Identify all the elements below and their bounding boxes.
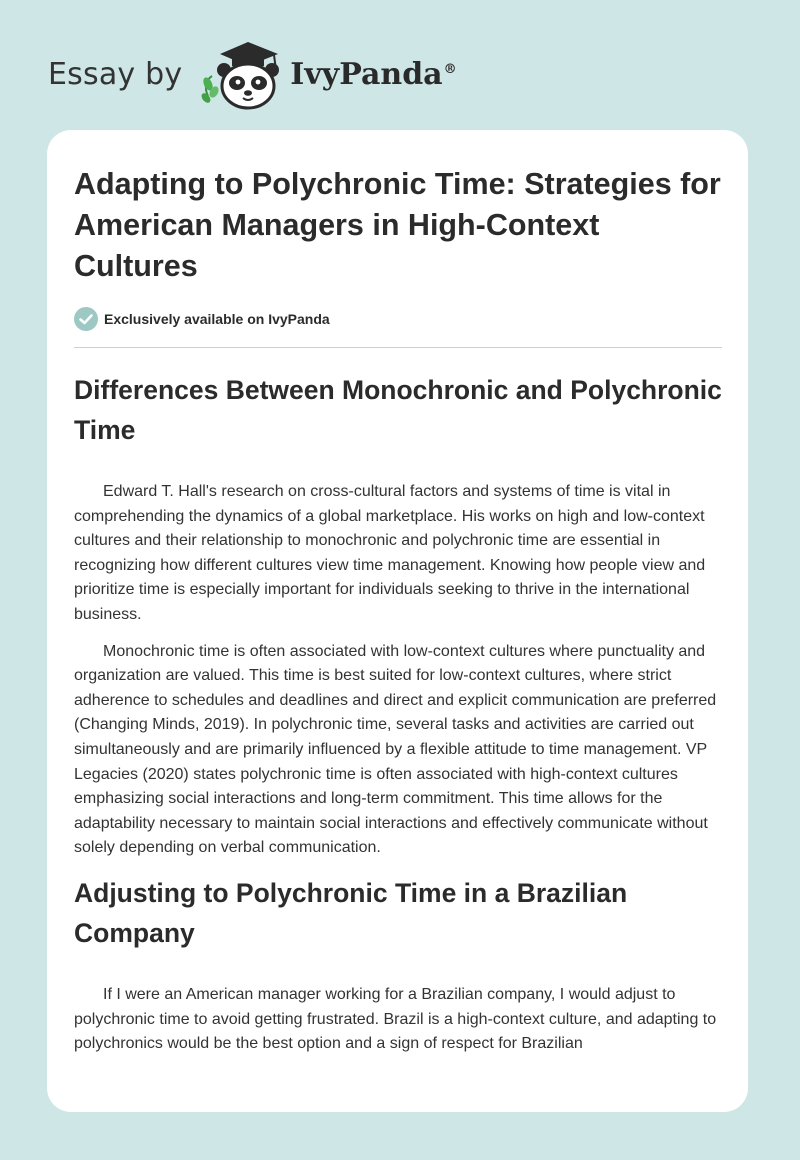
exclusive-badge-text: Exclusively available on IvyPanda bbox=[104, 311, 330, 327]
section-heading: Adjusting to Polychronic Time in a Brazilian Company bbox=[74, 877, 628, 948]
article-title: Adapting to Polychronic Time: Strategies for American Managers in High-Context Cultures bbox=[74, 167, 721, 283]
article-card bbox=[47, 130, 748, 1112]
exclusive-badge bbox=[74, 307, 722, 331]
check-circle-icon bbox=[74, 307, 98, 331]
paragraph: Edward T. Hall's research on cross-cultural factors and systems of time is vital in comprehending the dynamics of a global marketplace. His works on high and low-context cultures and their relationship to monochronic and polychronic time are essential in recognizing how different cultures view time management. Knowing how people view and prioritize time is especially important for individuals seeking to thrive in the international business. bbox=[74, 483, 706, 623]
registered-mark: ® bbox=[443, 61, 457, 77]
section-differences bbox=[74, 370, 722, 861]
essay-by-label: Essay by bbox=[48, 56, 183, 92]
brand-name[interactable]: IvyPanda® bbox=[290, 56, 457, 92]
panda-graduate-icon[interactable] bbox=[198, 36, 284, 112]
title-divider bbox=[74, 347, 722, 348]
paragraph: If I were an American manager working for a Brazilian company, I would adjust to polychronic time to avoid getting frustrated. Brazil is a high-context culture, and adapting to polychronics would be the best option and a sign of respect for Brazilian bbox=[74, 985, 717, 1053]
paragraph: Monochronic time is often associated with low-context cultures where punctuality and organization are valued. This time is best suited for low-context cultures, where strict adherence to schedules and deadlines and direct and explicit communication are preferred (Changing Minds, 2019). In polychronic time, several tasks and activities are carried out simultaneously and are primarily influenced by a flexible attitude to time management. VP Legacies (2020) states polychronic time is often associated with high-context cultures emphasizing social interactions and long-term commitment. This time allows for the adaptability necessary to maintain social interactions and effectively communicate without solely depending on verbal communication. bbox=[74, 642, 717, 857]
section-heading: Differences Between Monochronic and Polychronic Time bbox=[74, 375, 722, 445]
section-adjusting bbox=[74, 873, 722, 1057]
site-header bbox=[48, 34, 457, 114]
